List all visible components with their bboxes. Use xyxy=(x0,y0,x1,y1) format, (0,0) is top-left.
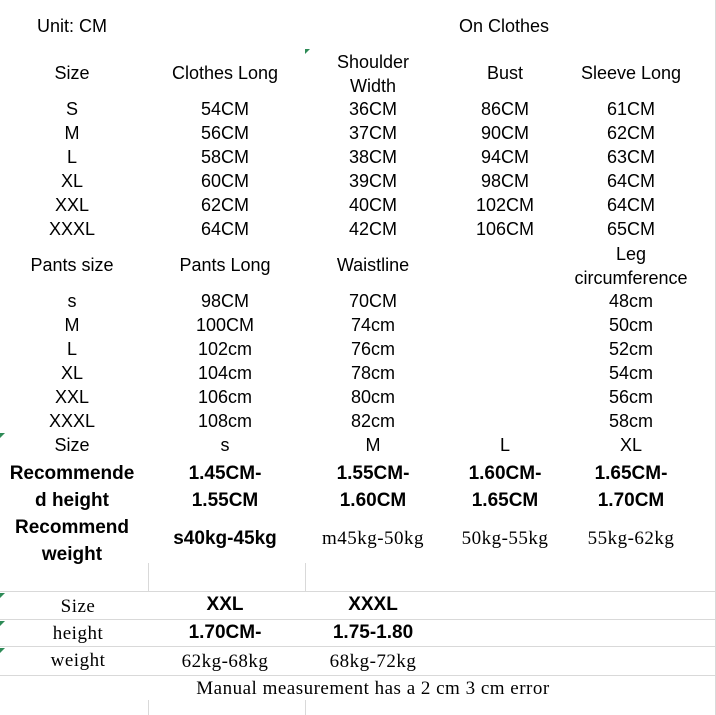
grid-line xyxy=(148,563,149,591)
recommend-weight-value: s40kg-45kg xyxy=(173,528,277,549)
pants-cell: XXL xyxy=(54,387,90,407)
pants-cell: 74cm xyxy=(350,315,396,335)
tops-cell: L xyxy=(66,147,78,167)
cell-marker xyxy=(0,648,5,653)
tops-cell: S xyxy=(65,99,79,119)
tops-cell: 64CM xyxy=(606,195,656,215)
pants-cell: 108cm xyxy=(197,411,253,431)
tops-cell: 61CM xyxy=(606,99,656,119)
tops-cell: 37CM xyxy=(348,123,398,143)
tops-cell: 64CM xyxy=(606,171,656,191)
pants-cell: 98CM xyxy=(200,291,250,311)
pants-cell: s xyxy=(67,291,77,311)
pants-cell: 104cm xyxy=(197,363,253,383)
recommend-weight-value: 50kg-55kg xyxy=(461,528,549,549)
tops-cell: 62CM xyxy=(606,123,656,143)
cell-marker xyxy=(0,593,5,598)
recommend-size: s xyxy=(220,435,230,455)
pants-cell: 82cm xyxy=(350,411,396,431)
tops-cell: 86CM xyxy=(480,99,530,119)
tops-cell: 63CM xyxy=(606,147,656,167)
tops-cell: XL xyxy=(60,171,84,191)
recommend-weight-label: Recommend weight xyxy=(14,517,130,565)
tops-header: Size xyxy=(54,63,90,83)
extra-xxl: 1.70CM- xyxy=(188,622,262,643)
pants-cell: 48cm xyxy=(608,291,654,311)
tops-cell: 40CM xyxy=(348,195,398,215)
tops-header: Sleeve Long xyxy=(580,63,682,83)
recommend-size: L xyxy=(499,435,511,455)
pants-cell: 56cm xyxy=(608,387,654,407)
extra-label: Size xyxy=(60,596,96,617)
recommend-size: XL xyxy=(619,435,643,455)
extra-xxl: XXL xyxy=(206,594,244,615)
extra-label: height xyxy=(52,623,104,644)
recommend-height-value: 1.60CM- 1.65CM xyxy=(468,463,542,511)
tops-cell: 39CM xyxy=(348,171,398,191)
section-label: On Clothes xyxy=(458,16,550,36)
pants-cell: 78cm xyxy=(350,363,396,383)
tops-cell: 98CM xyxy=(480,171,530,191)
tops-cell: 42CM xyxy=(348,219,398,239)
tops-cell: 58CM xyxy=(200,147,250,167)
unit-label: Unit: CM xyxy=(36,16,108,36)
pants-cell: 70CM xyxy=(348,291,398,311)
pants-cell: 100CM xyxy=(195,315,255,335)
grid-line xyxy=(305,700,306,715)
pants-header: Pants size xyxy=(30,255,114,275)
measurement-note: Manual measurement has a 2 cm 3 cm error xyxy=(196,678,550,699)
tops-cell: 56CM xyxy=(200,123,250,143)
tops-cell: 36CM xyxy=(348,99,398,119)
tops-header: Shoulder Width xyxy=(336,52,410,96)
cell-marker xyxy=(0,433,5,438)
tops-header: Bust xyxy=(486,63,524,83)
extra-label: weight xyxy=(50,650,106,671)
pants-cell: 52cm xyxy=(608,339,654,359)
tops-cell: 90CM xyxy=(480,123,530,143)
pants-cell: 58cm xyxy=(608,411,654,431)
tops-cell: 94CM xyxy=(480,147,530,167)
tops-cell: 65CM xyxy=(606,219,656,239)
tops-cell: XXL xyxy=(54,195,90,215)
pants-cell: L xyxy=(66,339,78,359)
extra-xxl: 62kg-68kg xyxy=(181,651,269,672)
recommend-size: M xyxy=(365,435,381,455)
pants-cell: 76cm xyxy=(350,339,396,359)
grid-line xyxy=(0,646,716,647)
pants-cell: XL xyxy=(60,363,84,383)
recommend-size: Size xyxy=(54,435,90,455)
pants-cell: 102cm xyxy=(197,339,253,359)
grid-line xyxy=(0,619,716,620)
grid-line xyxy=(305,563,306,591)
tops-cell: 54CM xyxy=(200,99,250,119)
tops-cell: 62CM xyxy=(200,195,250,215)
tops-cell: M xyxy=(64,123,80,143)
grid-line xyxy=(0,591,716,592)
pants-header: Pants Long xyxy=(179,255,271,275)
cell-marker xyxy=(0,621,5,626)
pants-header: Waistline xyxy=(336,255,410,275)
recommend-height-value: 1.45CM- 1.55CM xyxy=(188,463,262,511)
tops-cell: 106CM xyxy=(475,219,535,239)
recommend-weight-value: m45kg-50kg xyxy=(321,528,425,549)
tops-cell: 38CM xyxy=(348,147,398,167)
pants-cell: 80cm xyxy=(350,387,396,407)
pants-cell: M xyxy=(64,315,80,335)
pants-header: Leg circumference xyxy=(574,244,688,288)
grid-line xyxy=(148,700,149,715)
extra-xxxl: 1.75-1.80 xyxy=(332,622,414,643)
recommend-height-label: Recommende d height xyxy=(9,463,135,511)
tops-cell: XXXL xyxy=(48,219,96,239)
recommend-height-value: 1.55CM- 1.60CM xyxy=(336,463,410,511)
tops-cell: 60CM xyxy=(200,171,250,191)
recommend-height-value: 1.65CM- 1.70CM xyxy=(594,463,668,511)
tops-header: Clothes Long xyxy=(171,63,279,83)
tops-cell: 102CM xyxy=(475,195,535,215)
extra-xxxl: 68kg-72kg xyxy=(329,651,417,672)
pants-cell: XXXL xyxy=(48,411,96,431)
recommend-weight-value: 55kg-62kg xyxy=(587,528,675,549)
pants-cell: 106cm xyxy=(197,387,253,407)
pants-cell: 54cm xyxy=(608,363,654,383)
tops-cell: 64CM xyxy=(200,219,250,239)
cell-marker xyxy=(305,49,310,54)
extra-xxxl: XXXL xyxy=(348,594,398,615)
grid-line xyxy=(0,675,716,676)
pants-cell: 50cm xyxy=(608,315,654,335)
